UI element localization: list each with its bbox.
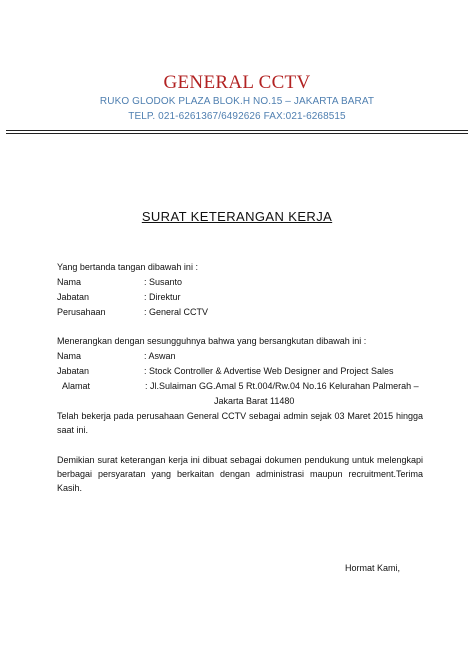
signer-name-label: Nama	[57, 277, 82, 287]
company-name: GENERAL CCTV	[163, 72, 311, 93]
company-phone: TELP. 021-6261367/6492626 FAX:021-6268515	[128, 111, 346, 122]
signer-position-value: : Direktur	[144, 292, 181, 302]
signer-name-value: : Susanto	[144, 277, 183, 287]
employee-position-value: : Stock Controller & Advertise Web Designer and Project Sales	[144, 366, 394, 376]
signoff-text: Hormat Kami,	[345, 563, 401, 573]
closing-paragraph: Demikian surat keterangan kerja ini dibuat sebagai dokumen pendukung untuk melengkapi berbagai persyaratan yang berkaitan dengan administrasi maupun recruitment.Terima Kasih.	[57, 455, 423, 493]
document-title: SURAT KETERANGAN KERJA	[141, 209, 333, 224]
signer-position-label: Jabatan	[57, 292, 90, 302]
intro-text: Yang bertanda tangan dibawah ini :	[57, 262, 198, 272]
employee-address-line1: : Jl.Sulaiman GG.Amal 5 Rt.004/Rw.04 No.16 Kelurahan Palmerah –	[145, 381, 419, 391]
header-divider-bottom	[6, 133, 468, 134]
signer-company-label: Perusahaan	[57, 307, 106, 317]
signer-company-value: : General CCTV	[144, 307, 209, 317]
work-statement: Telah bekerja pada perusahaan General CCTV sebagai admin sejak 03 Maret 2015 hingga saat ini.	[57, 411, 423, 435]
employee-name-value: : Aswan	[144, 351, 176, 361]
employee-address-line2: Jakarta Barat 11480	[214, 396, 295, 406]
statement-text: Menerangkan dengan sesungguhnya bahwa yang bersangkutan dibawah ini :	[57, 336, 367, 346]
employee-address-label: Alamat	[62, 381, 91, 391]
employee-name-label: Nama	[57, 351, 82, 361]
company-address: RUKO GLODOK PLAZA BLOK.H NO.15 – JAKARTA BARAT	[99, 96, 375, 107]
header-divider-top	[6, 130, 468, 131]
employee-position-label: Jabatan	[57, 366, 90, 376]
